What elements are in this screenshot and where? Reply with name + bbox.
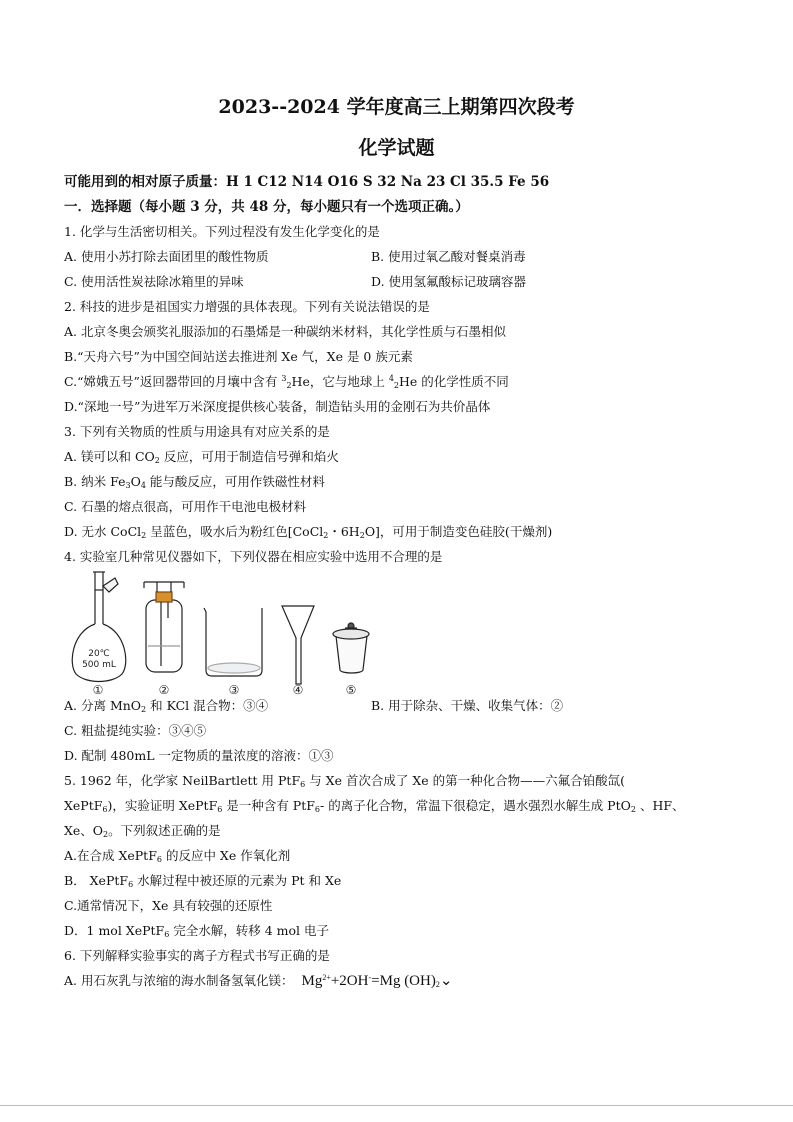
gas-washing-bottle-icon [144, 582, 184, 672]
flask-volume-label: 500 mL [82, 660, 116, 670]
q4-option-d: D. 配制 480mL 一定物质的量浓度的溶液：①③ [64, 748, 334, 763]
q6-stem: 6. 下列解释实验事实的离子方程式书写正确的是 [64, 948, 330, 963]
q1-option-a: A. 使用小苏打除去面团里的酸性物质 [64, 249, 269, 264]
q5-option-d: D．1 mol XePtF$_6$ 完全水解，转移 4 mol 电子 [64, 923, 330, 939]
label-2: ② [158, 683, 170, 696]
lab-apparatus-figure [60, 566, 380, 696]
atomic-masses: 可能用到的相对原子质量：H 1 C12 N14 O16 S 32 Na 23 Cl 35.5 Fe 56 [64, 174, 550, 190]
page-bottom-rule [0, 1105, 793, 1106]
label-5: ⑤ [345, 683, 357, 696]
q3-option-a: A. 镁可以和 $CO_2$ 反应，可用于制造信号弹和焰火 [64, 449, 339, 465]
q3-option-c: C. 石墨的熔点很高，可用作干电池电极材料 [64, 499, 307, 514]
q2-stem: 2. 科技的进步是祖国实力增强的具体表现。下列有关说法错误的是 [64, 299, 430, 314]
q5-stem-line1: 5. 1962 年，化学家 NeilBartlett 用 PtF$_6$ 与 Xe 首次合成了 Xe 的第一种化合物——六氟合铂酸氙( [64, 773, 626, 789]
q5-option-c: C.通常情况下，Xe 具有较强的还原性 [64, 898, 273, 913]
q4-option-b: B. 用于除杂、干燥、收集气体：② [371, 698, 564, 713]
label-1: ① [92, 683, 104, 696]
q5-option-b: B． XePtF$_6$ 水解过程中被还原的元素为 Pt 和 Xe [64, 873, 342, 889]
q6-option-a: A. 用石灰乳与浓缩的海水制备氢氧化镁： $Mg^{2+}+2OH^-=Mg$ $(OH)_2⌄$ [64, 973, 453, 989]
flask-temp-label: 20℃ [88, 649, 110, 659]
q6-equation: $Mg^{2+}+2OH^-=Mg$ $(OH)_2⌄$ [301, 973, 453, 989]
funnel-icon [282, 606, 314, 684]
q4-option-a: A. 分离 MnO$_2$ 和 KCl 混合物：③④ [64, 698, 269, 714]
q5-stem-line3: Xe、$O_2$。下列叙述正确的是 [64, 823, 221, 839]
q5-option-a: A.在合成 XePtF$_6$ 的反应中 Xe 作氧化剂 [64, 848, 291, 864]
section-heading: 一．选择题（每小题 3 分，共 48 分，每小题只有一个选项正确。） [64, 199, 469, 215]
beaker-icon [204, 608, 262, 676]
label-3: ③ [228, 683, 240, 696]
precipitate-arrow-icon: ⌄ [439, 973, 453, 989]
label-4: ④ [292, 683, 304, 696]
q3-option-d: D. 无水 CoCl$_2$ 呈蓝色，吸水后为粉红色[CoCl$_2$・$6H_2O$]，可用于制造变色硅胶(干燥剂) [64, 524, 553, 540]
q1-option-b: B. 使用过氧乙酸对餐桌消毒 [371, 249, 526, 264]
exam-subtitle: 化学试题 [358, 137, 435, 159]
q2-option-c: C.“嫦娥五号”返回器带回的月壤中含有 $^3_2$He，它与地球上 $^4_2$He 的化学性质不同 [64, 374, 509, 390]
q1-option-c: C. 使用活性炭祛除冰箱里的异味 [64, 274, 244, 289]
q2-option-a: A. 北京冬奥会颁奖礼服添加的石墨烯是一种碳纳米材料，其化学性质与石墨相似 [64, 324, 506, 339]
q1-stem: 1. 化学与生活密切相关。下列过程没有发生化学变化的是 [64, 224, 380, 239]
q3-option-b: B. 纳米 $Fe_3O_4$ 能与酸反应，可用作铁磁性材料 [64, 474, 325, 490]
exam-title: 2023--2024 学年度高三上期第四次段考 [218, 96, 575, 118]
q2-option-d: D.“深地一号”为进军万米深度提供核心装备，制造钻头用的金刚石为共价晶体 [64, 399, 491, 414]
q5-stem-line2: XePtF$_6$)，实验证明 XePtF$_6$ 是一种含有 PtF$_6$- 的离子化合物，常温下很稳定，遇水强烈水解生成 PtO$_2$ 、HF、 [64, 798, 685, 814]
q2-option-b: B.“天舟六号”为中国空间站送去推进剂 Xe 气，Xe 是 0 族元素 [64, 349, 413, 364]
q4-stem: 4. 实验室几种常见仪器如下，下列仪器在相应实验中选用不合理的是 [64, 549, 443, 564]
q4-option-c: C. 粗盐提纯实验：③④⑤ [64, 723, 207, 738]
crucible-icon [333, 623, 369, 673]
q1-option-d: D. 使用氢氟酸标记玻璃容器 [371, 274, 527, 289]
q3-stem: 3. 下列有关物质的性质与用途具有对应关系的是 [64, 424, 330, 439]
